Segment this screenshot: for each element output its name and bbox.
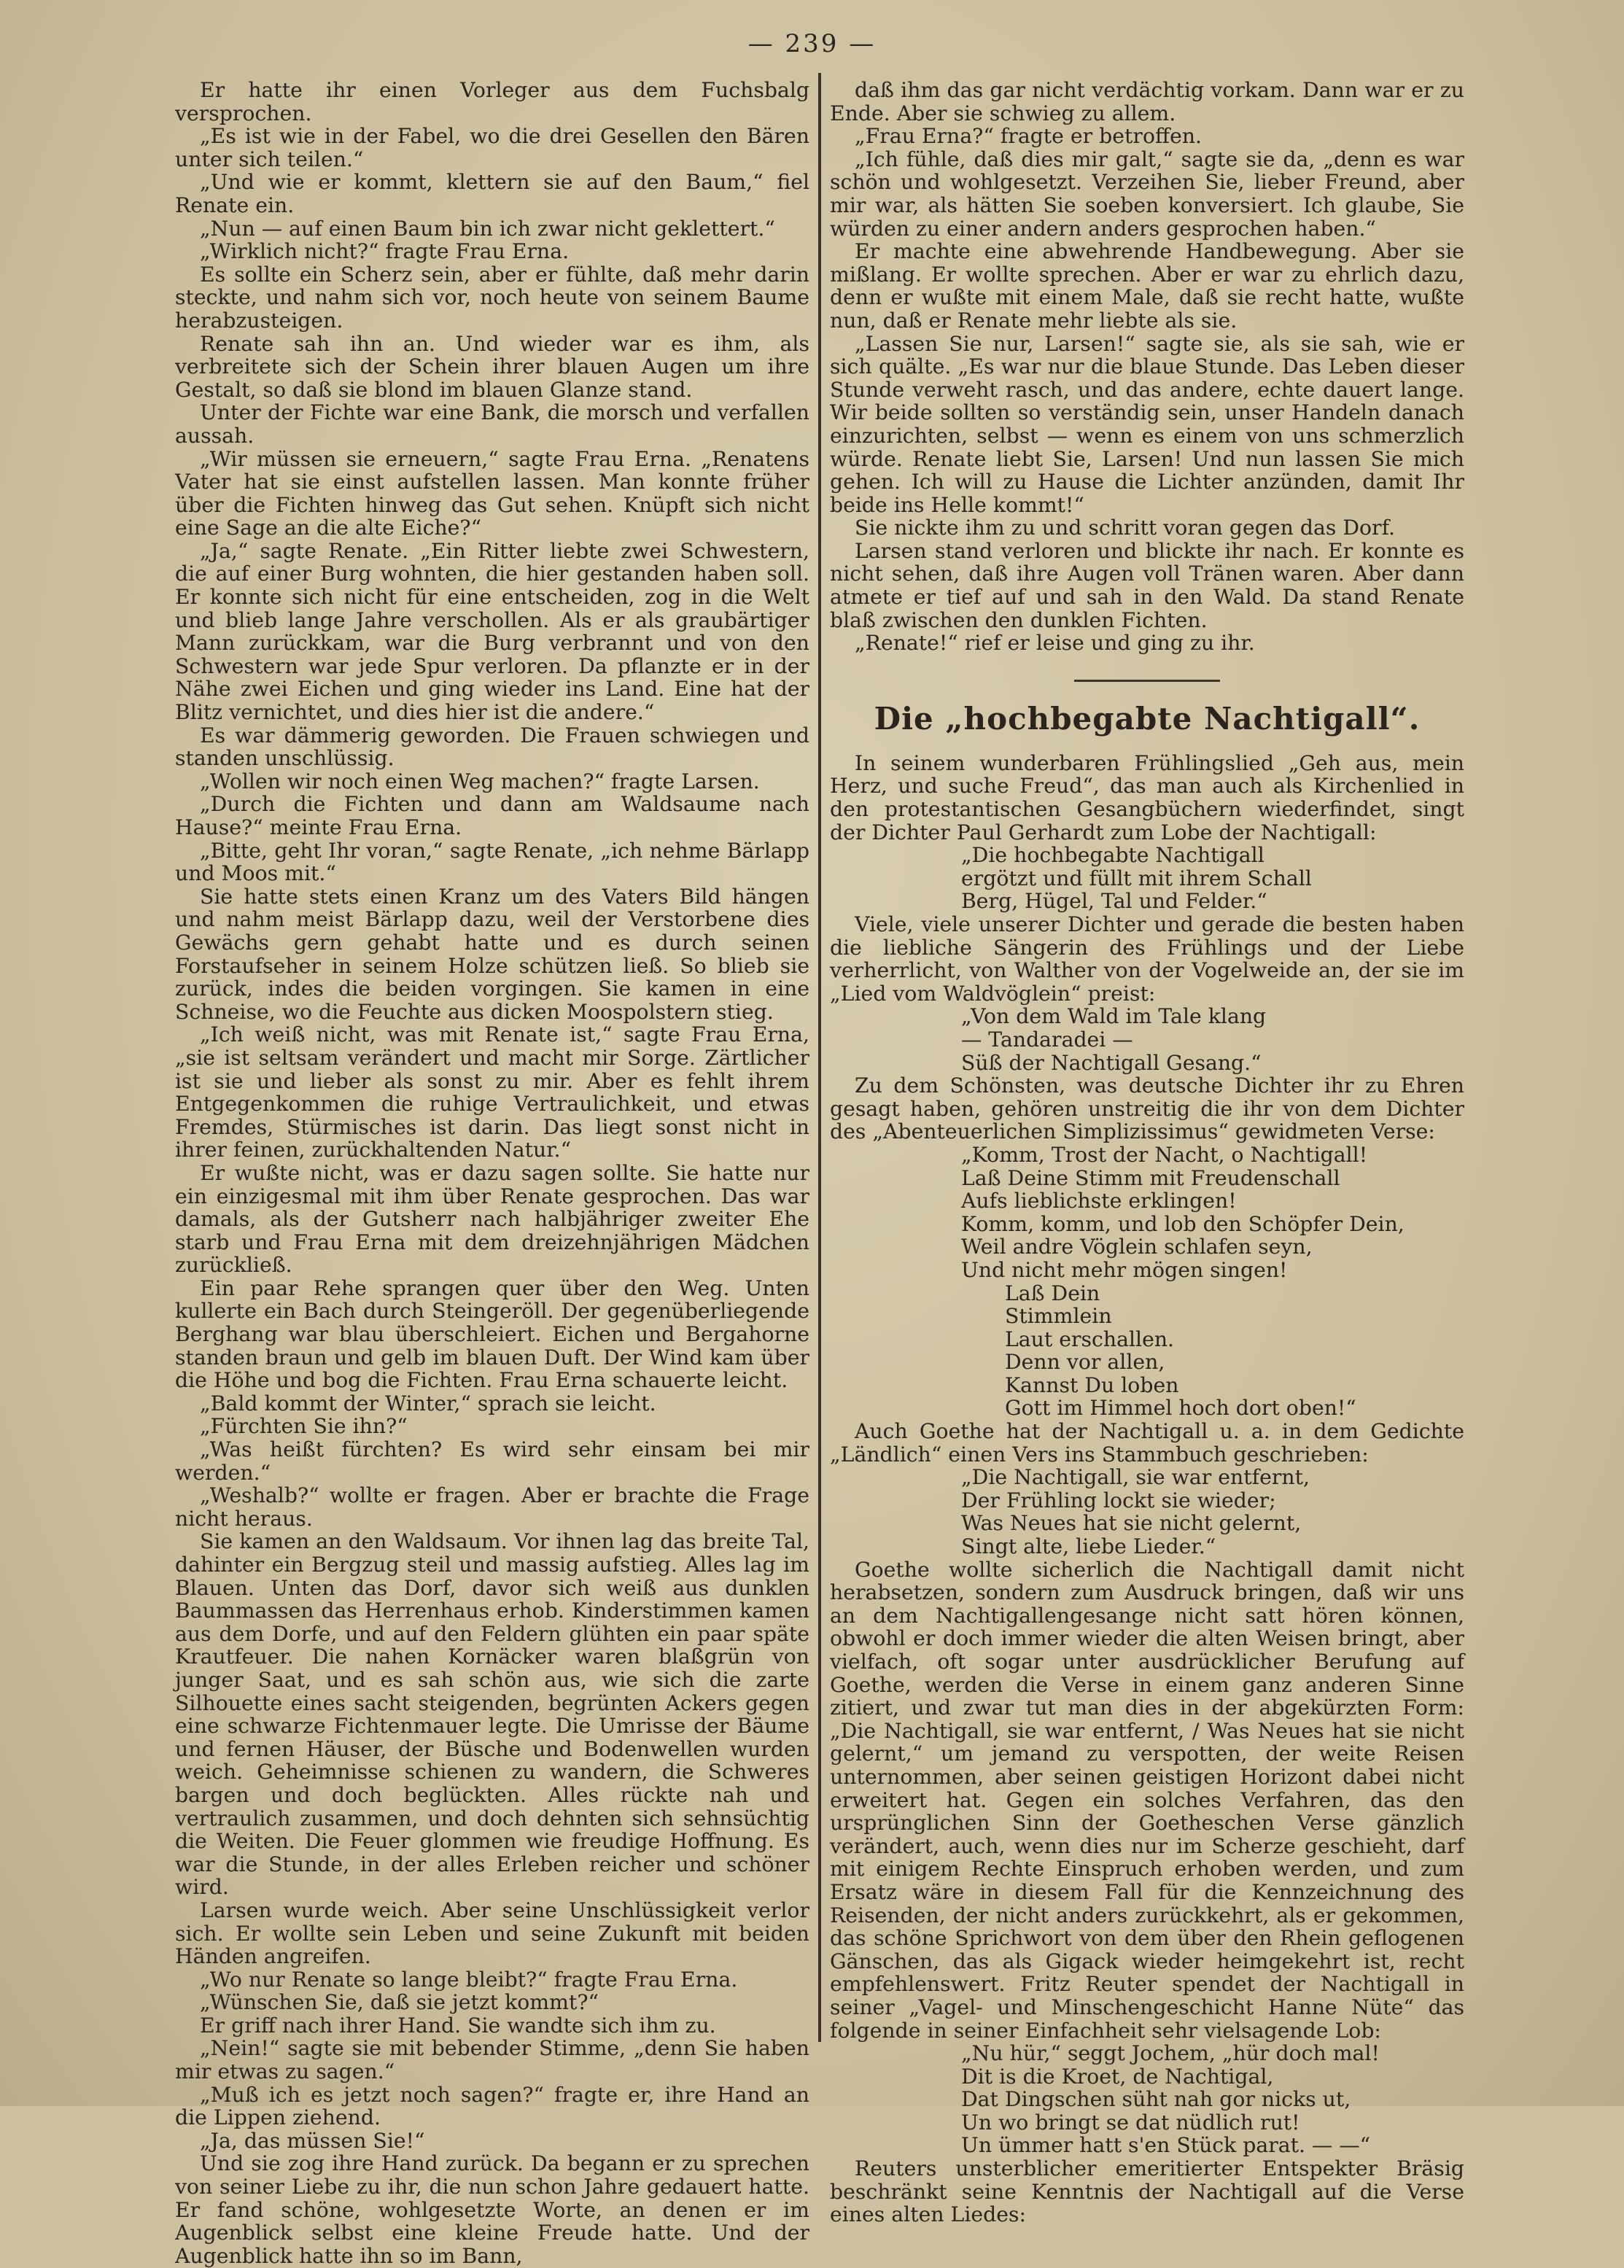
verse-reuter bbox=[830, 2042, 1464, 2157]
story-paragraph: Es war dämmerig geworden. Die Frauen schwiegen und standen unschlüssig. bbox=[175, 723, 809, 771]
article-paragraph: Auch Goethe hat der Nachtigall u. a. in dem Gedichte „Ländlich“ einen Vers ins Stammbuch geschrieben: bbox=[830, 1419, 1464, 1467]
verse-line: Singt alte, liebe Lieder.“ bbox=[961, 1534, 1216, 1559]
verse-line: Berg, Hügel, Tal und Felder.“ bbox=[961, 889, 1267, 914]
story-paragraph: „Muß ich es jetzt noch sagen?“ fragte er, ihre Hand an die Lippen ziehend. bbox=[175, 2082, 809, 2130]
story-paragraph: Er hatte ihr einen Vorleger aus dem Fuchsbalg versprochen. bbox=[175, 78, 809, 125]
story-paragraph: Larsen stand verloren und blickte ihr nach. Er konnte es nicht sehen, daß ihre Augen voll Tränen waren. Aber dann atmete er tief auf und sah in den Wald. Da stand Renate blaß zwischen den dunklen Fichten. bbox=[830, 538, 1464, 632]
story-paragraph: „Es ist wie in der Fabel, wo die drei Gesellen den Bären unter sich teilen.“ bbox=[175, 124, 809, 171]
story-paragraph: „Nun — auf einen Baum bin ich zwar nicht geklettert.“ bbox=[200, 216, 775, 241]
verse-line: Der Frühling lockt sie wieder; bbox=[961, 1488, 1276, 1512]
column-divider bbox=[818, 73, 821, 2042]
verse-line: Süß der Nachtigall Gesang.“ bbox=[961, 1050, 1262, 1075]
verse-line: Dit is die Kroet, de Nachtigal, bbox=[961, 2064, 1274, 2089]
story-paragraph: „Weshalb?“ wollte er fragen. Aber er brachte die Frage nicht heraus. bbox=[175, 1483, 809, 1531]
verse-line: „Die hochbegabte Nachtigall bbox=[961, 843, 1264, 868]
story-paragraph: Es sollte ein Scherz sein, aber er fühlte, daß mehr darin steckte, und nahm sich vor, noch heute von seinem Baume herabzusteigen. bbox=[175, 262, 809, 333]
verse-line: Stimmlein bbox=[1005, 1304, 1112, 1329]
page-number: — 239 — bbox=[747, 29, 877, 58]
story-paragraph: „Wirklich nicht?“ fragte Frau Erna. bbox=[200, 239, 570, 264]
story-paragraph: Ein paar Rehe sprangen quer über den Weg. Unten kullerte ein Bach durch Steingeröll. Der gegenüberliegende Berghang war blau überschleiert. Eichen und Bergahorne standen braun und gelb im blauen Duft. Der Wind kam über die Höhe und bog die Fichten. Frau Erna schauerte leicht. bbox=[175, 1275, 809, 1393]
verse-line: „Nu hür,“ seggt Jochem, „hür doch mal! bbox=[961, 2041, 1380, 2066]
story-paragraph: Er machte eine abwehrende Handbewegung. Aber sie mißlang. Er wollte sprechen. Aber er war zu ehrlich dazu, denn er wußte mit einem Male, daß sie recht hatte, wußte nun, daß er Renate mehr liebte als sie. bbox=[830, 239, 1464, 333]
verse-goethe bbox=[830, 1466, 1464, 1558]
verse-line: Denn vor allen, bbox=[1005, 1350, 1165, 1375]
story-paragraph: „Was heißt fürchten? Es wird sehr einsam bei mir werden.“ bbox=[175, 1437, 809, 1485]
verse-line: Gott im Himmel hoch dort oben!“ bbox=[1005, 1396, 1356, 1421]
story-paragraph: Renate sah ihn an. Und wieder war es ihm, als verbreitete sich der Schein ihrer blauen Augen um ihre Gestalt, so daß sie blond im blauen Glanze stand. bbox=[175, 331, 809, 402]
story-paragraph: „Nein!“ sagte sie mit bebender Stimme, „denn Sie haben mir etwas zu sagen.“ bbox=[175, 2036, 809, 2084]
verse-line: Und nicht mehr mögen singen! bbox=[961, 1257, 1288, 1282]
story-paragraph: „Ja,“ sagte Renate. „Ein Ritter liebte zwei Schwestern, die auf einer Burg wohnten, die hier gestanden haben soll. Er konnte sich nicht für eine entscheiden, zog in die Welt und blieb lange Jahre verschollen. Als er als graubärtiger Mann zurückkam, war die Burg verbrannt und von den Schwestern war jede Spur verloren. Da pflanzte er in der Nähe zwei Eichen und ging wieder ins Land. Eine hat der Blitz vernichtet, und dies hier ist die andere.“ bbox=[175, 538, 809, 725]
story-paragraph: „Ich fühle, daß dies mir galt,“ sagte sie da, „denn es war schön und wohlgesetzt. Verzeihen Sie, lieber Freund, aber mir war, als hätten Sie soeben konversiert. Ich glaube, Sie würden zu einer andern anders gesprochen haben.“ bbox=[830, 147, 1464, 241]
story-paragraph: „Lassen Sie nur, Larsen!“ sagte sie, als sie sah, wie er sich quälte. „Es war nur die blaue Stunde. Das Leben dieser Stunde verweht rasch, und das andere, echte dauert lange. Wir beide sollten so verständig sein, unser Handeln danach einzurichten, selbst — wenn es einem von uns schmerzlich würde. Renate liebt Sie, Larsen! Und nun lassen Sie mich gehen. Ich will zu Hause die Lichter anzünden, damit Ihr beide ins Helle kommt!“ bbox=[830, 331, 1464, 517]
verse-line: Was Neues hat sie nicht gelernt, bbox=[961, 1511, 1302, 1536]
verse-line: Laß Deine Stimm mit Freudenschall bbox=[961, 1165, 1340, 1190]
verse-line: Un wo bringt se dat nüdlich rut! bbox=[961, 2110, 1300, 2135]
story-paragraph: Sie kamen an den Waldsaum. Vor ihnen lag das breite Tal, dahinter ein Bergzug steil und massig aufstieg. Alles lag im Blauen. Unten das Dorf, davor sich weiß aus dunklen Baummassen das Herrenhaus erhob. Kinderstimmen kamen aus dem Dorfe, und auf den Feldern glühten ein paar späte Krautfeuer. Die nahen Kornäcker waren blaßgrün von junger Saat, und es sah schön aus, wie sich die zarte Silhouette eines sacht steigenden, begrünten Ackers gegen eine schwarze Fichtenmauer legte. Die Umrisse der Bäume und fernen Häuser, der Büsche und Bodenwellen wurden weich. Geheimnisse schienen zu wandern, die Schweres bargen und doch beglückten. Alles rückte nah und vertraulich zusammen, und doch dehnten sich sehnsüchtig die Weiten. Die Feuer glommen wie freudige Hoffnung. Es war die Stunde, in der alles Erleben reicher und schöner wird. bbox=[175, 1529, 809, 1900]
story-paragraph: „Wollen wir noch einen Weg machen?“ fragte Larsen. bbox=[200, 769, 760, 793]
story-paragraph: „Wo nur Renate so lange bleibt?“ fragte Frau Erna. bbox=[200, 1967, 738, 1992]
verse-line: Aufs lieblichste erklingen! bbox=[961, 1189, 1237, 1213]
story-paragraph: Larsen wurde weich. Aber seine Unschlüssigkeit verlor sich. Er wollte sein Leben und seine Zukunft mit beiden Händen angreifen. bbox=[175, 1898, 809, 1969]
story-paragraph: „Renate!“ rief er leise und ging zu ihr. bbox=[855, 631, 1255, 656]
verse-line: „Von dem Wald im Tale klang bbox=[961, 1004, 1267, 1029]
verse-line: ergötzt und füllt mit ihrem Schall bbox=[961, 866, 1312, 890]
story-paragraph: Er griff nach ihrer Hand. Sie wandte sich ihm zu. bbox=[200, 2013, 716, 2038]
story-paragraph: Sie hatte stets einen Kranz um des Vaters Bild hängen und nahm meist Bärlapp dazu, weil der Verstorbene dies Gewächs gern gehabt hatte und es durch seinen Forstaufseher in seinem Holze schützen ließ. So blieb sie zurück, indes die beiden vorgingen. Sie kamen in eine Schneise, wo die Feuchte aus dicken Moospolstern stieg. bbox=[175, 884, 809, 1024]
right-column bbox=[830, 79, 1464, 2226]
story-paragraph: „Fürchten Sie ihn?“ bbox=[200, 1414, 408, 1439]
article-title: Die „hochbegabte Nachtigall“. bbox=[874, 700, 1421, 737]
verse-line: Laut erschallen. bbox=[1005, 1327, 1175, 1351]
article-paragraph: Goethe wollte sicherlich die Nachtigall damit nicht herabsetzen, sondern zum Ausdruck bringen, daß wir uns an dem Nachtigallengesange nicht satt hören können, obwohl er doch immer wieder die alten Weisen bringt, aber vielfach, oft sogar unter ausdrücklicher Berufung auf Goethe, werden die Verse in einem ganz anderen Sinne zitiert, und zwar tut man dies in der abgekürzten Form: „Die Nachtigall, sie war entfernt, / Was Neues hat sie nicht gelernt,“ um jemand zu verspotten, der weite Reisen unternommen, aber seinen geistigen Horizont dabei nicht erweitert hat. Gegen ein solches Verfahren, das den ursprünglichen Sinn der Goetheschen Verse gänzlich verändert, auch, wenn dies nur im Scherze geschieht, darf mit einigem Rechte Einspruch erhoben werden, und zum Ersatz wäre in diesem Fall für die Kennzeichnung des Reisenden, der nicht anders zurückkehrt, als er gekommen, das schöne Sprichwort von dem über den Rhein geflogenen Gänschen, das als Gigack wieder heimgekehrt ist, recht empfehlenswert. Fritz Reuter spendet der Nachtigall in seiner „Vagel- und Minschengeschicht Hanne Nüte“ das folgende in seiner Einfachheit sehr vielsagende Lob: bbox=[830, 1557, 1464, 2043]
story-paragraph: „Wünschen Sie, daß sie jetzt kommt?“ bbox=[200, 1990, 599, 2015]
story-paragraph: „Ich weiß nicht, was mit Renate ist,“ sagte Frau Erna, „sie ist seltsam verändert und macht mir Sorge. Zärtlicher ist sie und lieber als sonst zu mir. Aber es fehlt ihrem Entgegenkommen die ruhige Vertraulichkeit, und etwas Fremdes, Stürmisches ist darin. Das liegt sonst nicht in ihrer feinen, zurückhaltenden Natur.“ bbox=[175, 1022, 809, 1162]
story-paragraph: „Durch die Fichten und dann am Waldsaume nach Hause?“ meinte Frau Erna. bbox=[175, 792, 809, 839]
story-paragraph: Und sie zog ihre Hand zurück. Da begann er zu sprechen von seiner Liebe zu ihr, die nun schon Jahre gedauert hatte. Er fand schöne, wohlgesetzte Worte, an denen er im Augenblick selbst eine kleine Freude hatte. Und der Augenblick hatte ihn so im Bann, bbox=[175, 2151, 809, 2268]
story-paragraph: Unter der Fichte war eine Bank, die morsch und verfallen aussah. bbox=[175, 400, 809, 448]
verse-line: Weil andre Vöglein schlafen seyn, bbox=[961, 1235, 1313, 1259]
left-column bbox=[175, 79, 809, 2267]
story-paragraph: „Frau Erna?“ fragte er betroffen. bbox=[855, 124, 1203, 149]
story-paragraph: Er wußte nicht, was er dazu sagen sollte. Sie hatte nur ein einzigesmal mit ihm über Renate gesprochen. Das war damals, als der Gutsherr nach halbjähriger zweiter Ehe starb und Frau Erna mit dem dreizehnjährigen Mädchen zurückließ. bbox=[175, 1160, 809, 1278]
article-paragraph: Zu dem Schönsten, was deutsche Dichter ihr zu Ehren gesagt haben, gehören unstreitig die ihr von dem Dichter des „Abenteuerlichen Simplizissimus“ gewidmeten Verse: bbox=[830, 1073, 1464, 1144]
story-paragraph: „Ja, das müssen Sie!“ bbox=[200, 2128, 425, 2153]
story-paragraph: „Bald kommt der Winter,“ sprach sie leicht. bbox=[200, 1391, 656, 1415]
story-paragraph: „Bitte, geht Ihr voran,“ sagte Renate, „ich nehme Bärlapp und Moos mit.“ bbox=[175, 838, 809, 886]
article-paragraph: Reuters unsterblicher emeritierter Entspekter Bräsig beschränkt seine Kenntnis der Nachtigall auf die Verse eines alten Liedes: bbox=[830, 2156, 1464, 2227]
verse-gerhardt bbox=[830, 844, 1464, 913]
verse-line: „Die Nachtigall, sie war entfernt, bbox=[961, 1465, 1310, 1490]
article-paragraph: In seinem wunderbaren Frühlingslied „Geh aus, mein Herz, und suche Freud“, das man auch als Kirchenlied in den protestantischen Gesangbüchern wiederfindet, singt der Dichter Paul Gerhardt zum Lobe der Nachtigall: bbox=[830, 750, 1464, 844]
story-paragraph: daß ihm das gar nicht verdächtig vorkam. Dann war er zu Ende. Aber sie schwieg zu allem. bbox=[830, 78, 1464, 125]
verse-line: Kannst Du loben bbox=[1005, 1372, 1179, 1397]
verse-line: — Tandaradei — bbox=[961, 1027, 1133, 1052]
story-paragraph: „Wir müssen sie erneuern,“ sagte Frau Erna. „Renatens Vater hat sie einst aufstellen lassen. Man konnte früher über die Fichten hinweg das Gut sehen. Knüpft sich nicht eine Sage an die alte Eiche?“ bbox=[175, 446, 809, 540]
article-paragraph: Viele, viele unserer Dichter und gerade die besten haben die liebliche Sängerin des Frühlings und der Liebe verherrlicht, von Walther von der Vogelweide an, der sie im „Lied vom Waldvöglein“ preist: bbox=[830, 912, 1464, 1006]
story-paragraph: Sie nickte ihm zu und schritt voran gegen das Dorf. bbox=[855, 516, 1396, 540]
verse-simplizissimus bbox=[830, 1143, 1464, 1282]
verse-line: Laß Dein bbox=[1005, 1281, 1100, 1305]
verse-line: Un ümmer hatt s'en Stück parat. — —“ bbox=[961, 2133, 1371, 2158]
verse-walther bbox=[830, 1005, 1464, 1074]
verse-simplizissimus-short bbox=[830, 1282, 1464, 1421]
story-paragraph: „Und wie er kommt, klettern sie auf den Baum,“ fiel Renate ein. bbox=[175, 170, 809, 217]
verse-line: Komm, komm, und lob den Schöpfer Dein, bbox=[961, 1211, 1405, 1236]
verse-line: „Komm, Trost der Nacht, o Nachtigall! bbox=[961, 1142, 1368, 1167]
section-separator bbox=[1074, 680, 1220, 682]
story-continuation bbox=[830, 79, 1464, 655]
verse-line: Dat Dingschen süht nah gor nicks ut, bbox=[961, 2087, 1351, 2112]
